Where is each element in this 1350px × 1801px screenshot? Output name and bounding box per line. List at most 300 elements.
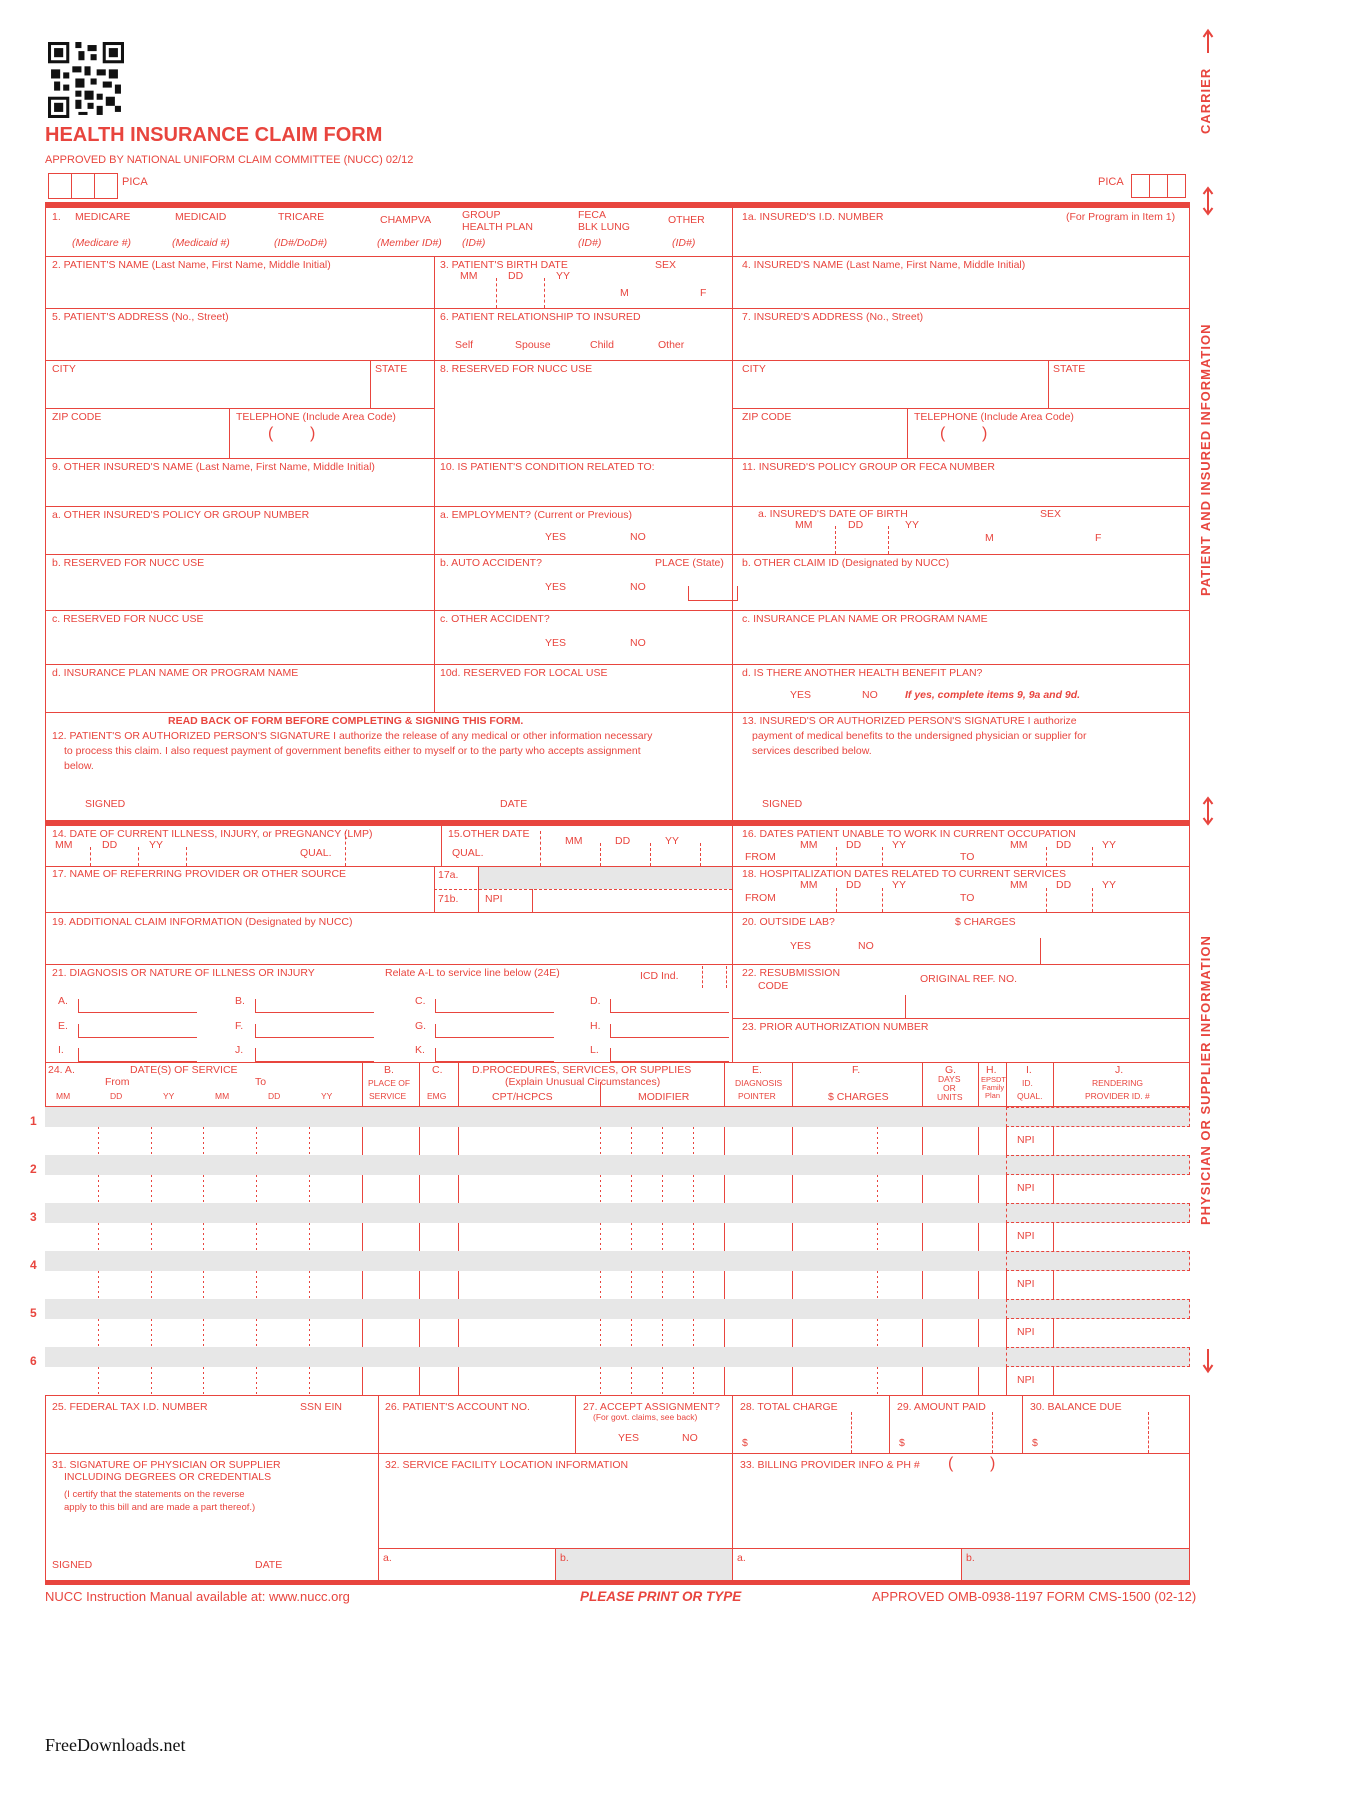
date-separator bbox=[700, 843, 701, 866]
diag-field-f[interactable] bbox=[255, 1024, 374, 1038]
mm-label: MM bbox=[795, 519, 813, 531]
diag-field-e[interactable] bbox=[78, 1024, 197, 1038]
footer-approved: APPROVED OMB-0938-1197 FORM CMS-1500 (02-12) bbox=[872, 1589, 1197, 1604]
npi-label: NPI bbox=[1017, 1182, 1035, 1194]
yy-label: YY bbox=[556, 270, 571, 282]
form-title: HEALTH INSURANCE CLAIM FORM bbox=[45, 124, 383, 146]
box11b-label: b. OTHER CLAIM ID (Designated by NUCC) bbox=[742, 557, 950, 569]
program-group-sub: (ID#) bbox=[462, 237, 486, 249]
or-label: OR bbox=[943, 1083, 956, 1093]
diag-field-l[interactable] bbox=[610, 1048, 729, 1062]
program-group[interactable]: GROUP bbox=[462, 209, 501, 221]
table-column-line bbox=[1053, 1062, 1054, 1106]
from-label: FROM bbox=[745, 851, 776, 863]
service-line-6-number: 6 bbox=[30, 1354, 37, 1368]
relationship-self-option[interactable]: Self bbox=[455, 339, 474, 351]
patient-sign-date-label[interactable]: DATE bbox=[500, 798, 528, 810]
insured-sex-female-option[interactable]: F bbox=[1095, 532, 1102, 544]
cents-separator bbox=[1148, 1412, 1149, 1453]
paren-close: ) bbox=[990, 1455, 996, 1472]
date-separator bbox=[544, 278, 545, 308]
diag-field-i[interactable] bbox=[78, 1048, 197, 1062]
box33a-label: a. bbox=[737, 1552, 746, 1564]
yy-label: YY bbox=[1102, 839, 1117, 851]
service-line-1-number: 1 bbox=[30, 1114, 37, 1128]
divider-line bbox=[45, 506, 1190, 507]
patient-state-label: STATE bbox=[375, 363, 408, 375]
service-line-5-number: 5 bbox=[30, 1306, 37, 1320]
divider-line bbox=[45, 458, 1190, 459]
divider-line bbox=[732, 408, 1190, 409]
table-column-line bbox=[978, 1062, 979, 1106]
insured-city-label: CITY bbox=[742, 363, 766, 375]
arrow-up-icon bbox=[1200, 28, 1216, 54]
auto-accident-no-option[interactable]: NO bbox=[630, 581, 646, 593]
sex-female-option[interactable]: F bbox=[700, 287, 707, 299]
mm-label: MM bbox=[800, 879, 818, 891]
dd-label: DD bbox=[1056, 879, 1072, 891]
date-separator bbox=[1092, 847, 1093, 866]
epsdt-label: EPSDT bbox=[981, 1075, 1007, 1084]
mm-label: MM bbox=[460, 270, 478, 282]
days-label: DAYS bbox=[938, 1074, 961, 1084]
program-medicaid[interactable]: MEDICAID bbox=[175, 211, 227, 223]
box14-15-divider bbox=[441, 826, 442, 866]
pica-label-right: PICA bbox=[1098, 176, 1124, 188]
patient-telephone-label: TELEPHONE (Include Area Code) bbox=[236, 411, 396, 423]
place-state-field[interactable] bbox=[688, 586, 738, 601]
dollar-sign: $ bbox=[1032, 1437, 1038, 1449]
col-b-label: B. bbox=[384, 1064, 394, 1076]
diag-letter-k: K. bbox=[415, 1044, 425, 1056]
col-e-label: E. bbox=[752, 1064, 762, 1076]
box31-line-3: (I certify that the statements on the reverse bbox=[64, 1489, 245, 1500]
insured-signed-label[interactable]: SIGNED bbox=[762, 798, 803, 810]
accept-assignment-yes-option[interactable]: YES bbox=[618, 1432, 640, 1444]
divider-line bbox=[45, 1395, 1190, 1396]
paren-close: ) bbox=[982, 425, 988, 442]
provider-id-label: PROVIDER ID. # bbox=[1085, 1091, 1150, 1101]
relate-note: Relate A-L to service line below (24E) bbox=[385, 967, 560, 979]
date-separator bbox=[882, 888, 883, 912]
program-medicare-sub: (Medicare #) bbox=[72, 237, 131, 249]
box15-label: 15.OTHER DATE bbox=[448, 828, 530, 840]
insured-zip-label: ZIP CODE bbox=[742, 411, 792, 423]
section-bar-middle bbox=[45, 820, 1190, 826]
outside-lab-no-option[interactable]: NO bbox=[858, 940, 874, 952]
diag-field-j[interactable] bbox=[255, 1048, 374, 1062]
plan-label: Plan bbox=[985, 1091, 1001, 1100]
diag-letter-c: C. bbox=[415, 995, 426, 1007]
col-j-label: J. bbox=[1115, 1064, 1124, 1076]
qual-label: QUAL. bbox=[300, 847, 332, 859]
rendering-provider-supplemental bbox=[1006, 1251, 1190, 1271]
npi-label: NPI bbox=[1017, 1326, 1035, 1338]
dd-label: DD bbox=[848, 519, 864, 531]
diag-field-d[interactable] bbox=[610, 999, 729, 1013]
col-i-label: I. bbox=[1026, 1064, 1032, 1076]
divider-line bbox=[45, 554, 1190, 555]
rendering-provider-supplemental bbox=[1006, 1203, 1190, 1223]
outside-lab-divider bbox=[1040, 938, 1041, 964]
charges-label: $ CHARGES bbox=[828, 1091, 889, 1103]
patient-zip-label: ZIP CODE bbox=[52, 411, 102, 423]
date-separator bbox=[1046, 847, 1047, 866]
diag-field-b[interactable] bbox=[255, 999, 374, 1013]
box17b-label: 71b. bbox=[438, 893, 459, 905]
service-line-3-number: 3 bbox=[30, 1210, 37, 1224]
column-divider bbox=[1022, 1395, 1023, 1453]
rendering-provider-supplemental bbox=[1006, 1107, 1190, 1127]
program-other[interactable]: OTHER bbox=[668, 214, 705, 226]
paren-open: ( bbox=[268, 425, 274, 442]
to-label: TO bbox=[960, 892, 975, 904]
city-state-divider bbox=[370, 360, 371, 408]
box16-label: 16. DATES PATIENT UNABLE TO WORK IN CURRENT OCCUPATION bbox=[742, 828, 1076, 840]
zip-tel-divider bbox=[907, 408, 908, 458]
date-separator bbox=[1092, 888, 1093, 912]
service-line-3[interactable] bbox=[45, 1223, 1190, 1251]
box7-label: 7. INSURED'S ADDRESS (No., Street) bbox=[742, 311, 924, 323]
family-label: Family bbox=[982, 1083, 1005, 1092]
box11a-label: a. INSURED'S DATE OF BIRTH bbox=[758, 508, 908, 520]
emg-label: EMG bbox=[427, 1091, 447, 1101]
table-column-line bbox=[458, 1062, 459, 1106]
box13-text-1: 13. INSURED'S OR AUTHORIZED PERSON'S SIGNATURE I authorize bbox=[742, 715, 1077, 727]
arrow-down-icon bbox=[1200, 1348, 1216, 1374]
box25-label: 25. FEDERAL TAX I.D. NUMBER bbox=[52, 1401, 208, 1413]
if-yes-note: If yes, complete items 9, 9a and 9d. bbox=[905, 689, 1081, 701]
box17a-label: 17a. bbox=[438, 869, 459, 881]
yy-label: YY bbox=[892, 879, 907, 891]
box29-label: 29. AMOUNT PAID bbox=[897, 1401, 986, 1413]
qual-separator bbox=[540, 831, 541, 866]
other-accident-yes-option[interactable]: YES bbox=[545, 637, 567, 649]
to-label: To bbox=[255, 1076, 267, 1088]
mm-label: MM bbox=[1010, 839, 1028, 851]
cpt-hcpcs-label: CPT/HCPCS bbox=[492, 1091, 553, 1103]
box2-label: 2. PATIENT'S NAME (Last Name, First Name, Middle Initial) bbox=[52, 259, 331, 271]
yy-label: YY bbox=[163, 1091, 175, 1101]
section-bar-top bbox=[45, 202, 1190, 208]
box10a-label: a. EMPLOYMENT? (Current or Previous) bbox=[440, 509, 632, 521]
divider-line bbox=[45, 964, 1190, 965]
mm-label: MM bbox=[800, 839, 818, 851]
from-label: FROM bbox=[745, 892, 776, 904]
service-line-4[interactable] bbox=[45, 1271, 1190, 1299]
other-plan-yes-option[interactable]: YES bbox=[790, 689, 812, 701]
diag-letter-b: B. bbox=[235, 995, 245, 1007]
from-label: From bbox=[105, 1076, 130, 1088]
sex-male-option[interactable]: M bbox=[620, 287, 629, 299]
box13-text-3: services described below. bbox=[752, 745, 872, 757]
pica-right-checkbox-3[interactable] bbox=[1167, 174, 1186, 198]
modifier-label: MODIFIER bbox=[638, 1091, 690, 1103]
box5-label: 5. PATIENT'S ADDRESS (No., Street) bbox=[52, 311, 229, 323]
service-line-6[interactable] bbox=[45, 1367, 1190, 1395]
box27-sub-label: (For govt. claims, see back) bbox=[593, 1412, 698, 1422]
pica-right-checkbox-1[interactable] bbox=[1131, 174, 1150, 198]
diag-field-k[interactable] bbox=[435, 1048, 554, 1062]
box27-label: 27. ACCEPT ASSIGNMENT? bbox=[583, 1401, 720, 1413]
mm-label: MM bbox=[565, 835, 583, 847]
box10-label: 10. IS PATIENT'S CONDITION RELATED TO: bbox=[440, 461, 655, 473]
date-separator bbox=[1046, 888, 1047, 912]
box32a-label: a. bbox=[383, 1552, 392, 1564]
program-medicare[interactable]: MEDICARE bbox=[75, 211, 131, 223]
diag-letter-h: H. bbox=[590, 1020, 601, 1032]
program-tricare[interactable]: TRICARE bbox=[278, 211, 325, 223]
auto-accident-yes-option[interactable]: YES bbox=[545, 581, 567, 593]
diag-field-a[interactable] bbox=[78, 999, 197, 1013]
employment-yes-option[interactable]: YES bbox=[545, 531, 567, 543]
dollar-sign: $ bbox=[742, 1437, 748, 1449]
box33-label: 33. BILLING PROVIDER INFO & PH # bbox=[740, 1459, 920, 1471]
program-medicaid-sub: (Medicaid #) bbox=[172, 237, 230, 249]
mm-label: MM bbox=[55, 839, 73, 851]
box8-label: 8. RESERVED FOR NUCC USE bbox=[440, 363, 593, 375]
units-label: UNITS bbox=[937, 1092, 963, 1102]
arrow-updown-icon bbox=[1200, 186, 1216, 216]
resubmission-divider bbox=[905, 995, 906, 1018]
insured-telephone-label: TELEPHONE (Include Area Code) bbox=[914, 411, 1074, 423]
box21-label: 21. DIAGNOSIS OR NATURE OF ILLNESS OR INJURY bbox=[52, 967, 315, 979]
service-line-4-supplemental[interactable] bbox=[45, 1251, 1190, 1271]
divider-line bbox=[45, 912, 1190, 913]
arrow-updown-icon bbox=[1200, 796, 1216, 826]
program-feca-2: BLK LUNG bbox=[578, 221, 630, 233]
dd-label: DD bbox=[268, 1091, 281, 1101]
box9c-label: c. RESERVED FOR NUCC USE bbox=[52, 613, 204, 625]
pica-checkbox-1[interactable] bbox=[48, 173, 72, 199]
date-separator bbox=[836, 847, 837, 866]
diag-field-c[interactable] bbox=[435, 999, 554, 1013]
date-separator bbox=[496, 278, 497, 308]
box22-label: 22. RESUBMISSION bbox=[742, 967, 841, 979]
service-line-3-supplemental[interactable] bbox=[45, 1203, 1190, 1223]
box9-label: 9. OTHER INSURED'S NAME (Last Name, First Name, Middle Initial) bbox=[52, 461, 375, 473]
box32b-shaded-field[interactable] bbox=[556, 1549, 732, 1580]
rendering-provider-supplemental bbox=[1006, 1299, 1190, 1319]
box9a-label: a. OTHER INSURED'S POLICY OR GROUP NUMBER bbox=[52, 509, 310, 521]
box19-label: 19. ADDITIONAL CLAIM INFORMATION (Designated by NUCC) bbox=[52, 916, 353, 928]
box33b-label: b. bbox=[966, 1552, 975, 1564]
yy-label: YY bbox=[1102, 879, 1117, 891]
footer-print-or-type: PLEASE PRINT OR TYPE bbox=[580, 1589, 742, 1604]
npi-cell-divider bbox=[532, 889, 533, 912]
charges-label: $ CHARGES bbox=[955, 916, 1016, 928]
dd-label: DD bbox=[110, 1091, 123, 1101]
box32b-label: b. bbox=[560, 1552, 569, 1564]
other-plan-no-option[interactable]: NO bbox=[862, 689, 878, 701]
column-divider bbox=[732, 1395, 733, 1580]
box12-text-3: below. bbox=[64, 760, 94, 772]
ssn-ein-label[interactable]: SSN EIN bbox=[300, 1401, 343, 1413]
relationship-child-option[interactable]: Child bbox=[590, 339, 614, 351]
other-accident-no-option[interactable]: NO bbox=[630, 637, 646, 649]
physician-sign-date-label[interactable]: DATE bbox=[255, 1559, 283, 1571]
column-divider bbox=[434, 256, 435, 712]
npi-label: NPI bbox=[1017, 1230, 1035, 1242]
table-column-line bbox=[419, 1062, 420, 1106]
npi-label: NPI bbox=[1017, 1134, 1035, 1146]
insured-sex-male-option[interactable]: M bbox=[985, 532, 994, 544]
box22-code-label: CODE bbox=[758, 980, 789, 992]
date-separator bbox=[888, 526, 889, 554]
mm-label: MM bbox=[1010, 879, 1028, 891]
sidebar-patient-insured-label: PATIENT AND INSURED INFORMATION bbox=[1198, 323, 1213, 597]
service-line-1-supplemental[interactable] bbox=[45, 1107, 1190, 1127]
divider-line bbox=[45, 1453, 1190, 1454]
box4-label: 4. INSURED'S NAME (Last Name, First Name, Middle Initial) bbox=[742, 259, 1026, 271]
box10b-label: b. AUTO ACCIDENT? bbox=[440, 557, 542, 569]
icd-separator bbox=[726, 966, 727, 988]
box33b-shaded-field[interactable] bbox=[962, 1549, 1189, 1580]
box11d-label: d. IS THERE ANOTHER HEALTH BENEFIT PLAN? bbox=[742, 667, 983, 679]
divider-line bbox=[45, 360, 1190, 361]
insured-state-label: STATE bbox=[1053, 363, 1086, 375]
dd-label: DD bbox=[615, 835, 631, 847]
col-d-label: D.PROCEDURES, SERVICES, OR SUPPLIES bbox=[472, 1064, 692, 1076]
col-h-label: H. bbox=[986, 1064, 997, 1076]
box12-text-2: to process this claim. I also request payment of government benefits either to myself or to the party who accepts assignment bbox=[64, 745, 641, 757]
relationship-other-option[interactable]: Other bbox=[658, 339, 685, 351]
physician-signed-label[interactable]: SIGNED bbox=[52, 1559, 93, 1571]
divider-line bbox=[45, 664, 1190, 665]
sex-label: SEX bbox=[655, 259, 677, 271]
mm-label: MM bbox=[56, 1091, 71, 1101]
box28-label: 28. TOTAL CHARGE bbox=[740, 1401, 838, 1413]
qual-separator bbox=[345, 831, 346, 866]
icd-separator bbox=[702, 966, 703, 988]
box32-label: 32. SERVICE FACILITY LOCATION INFORMATION bbox=[385, 1459, 629, 1471]
column-divider bbox=[732, 208, 733, 1062]
divider-line bbox=[45, 256, 1190, 257]
cents-separator bbox=[851, 1412, 852, 1453]
service-label: SERVICE bbox=[369, 1091, 407, 1101]
diagnosis-label: DIAGNOSIS bbox=[735, 1078, 783, 1088]
date-separator bbox=[835, 526, 836, 554]
table-column-line bbox=[1006, 1062, 1007, 1106]
divider-line bbox=[45, 308, 1190, 309]
service-line-6-supplemental[interactable] bbox=[45, 1347, 1190, 1367]
date-separator bbox=[650, 843, 651, 866]
footer-nucc-note: NUCC Instruction Manual available at: www.nucc.org bbox=[45, 1589, 350, 1604]
box31-line-2: INCLUDING DEGREES OR CREDENTIALS bbox=[64, 1471, 272, 1483]
pointer-label: POINTER bbox=[738, 1091, 776, 1101]
box10c-label: c. OTHER ACCIDENT? bbox=[440, 613, 550, 625]
qual-label: QUAL. bbox=[1017, 1091, 1043, 1101]
program-champva-sub: (Member ID#) bbox=[377, 237, 442, 249]
box31-line-1: 31. SIGNATURE OF PHYSICIAN OR SUPPLIER bbox=[52, 1459, 281, 1471]
date-of-service-label: DATE(S) OF SERVICE bbox=[130, 1064, 238, 1076]
program-tricare-sub: (ID#/DoD#) bbox=[274, 237, 328, 249]
col-g-label: G. bbox=[945, 1064, 957, 1076]
watermark-freedownloads: FreeDownloads.net bbox=[45, 1735, 186, 1755]
box17a-shaded-field[interactable] bbox=[479, 867, 732, 889]
service-line-5-supplemental[interactable] bbox=[45, 1299, 1190, 1319]
column-divider bbox=[378, 1395, 379, 1453]
date-separator bbox=[186, 847, 187, 866]
patient-signed-label[interactable]: SIGNED bbox=[85, 798, 126, 810]
rendering-provider-supplemental bbox=[1006, 1155, 1190, 1175]
rendering-provider-supplemental bbox=[1006, 1347, 1190, 1367]
paren-open: ( bbox=[940, 425, 946, 442]
pica-right-checkbox-2[interactable] bbox=[1149, 174, 1168, 198]
program-other-sub: (ID#) bbox=[672, 237, 696, 249]
box9b-label: b. RESERVED FOR NUCC USE bbox=[52, 557, 205, 569]
qr-code bbox=[48, 42, 124, 118]
service-line-2-supplemental[interactable] bbox=[45, 1155, 1190, 1175]
zip-tel-divider bbox=[229, 408, 230, 458]
table-column-line bbox=[792, 1062, 793, 1106]
box9d-label: d. INSURANCE PLAN NAME OR PROGRAM NAME bbox=[52, 667, 299, 679]
service-line-1[interactable] bbox=[45, 1127, 1190, 1155]
dd-label: DD bbox=[846, 839, 862, 851]
relationship-spouse-option[interactable]: Spouse bbox=[515, 339, 551, 351]
box1a-hint: (For Program in Item 1) bbox=[1066, 211, 1176, 223]
box17-divider bbox=[434, 866, 435, 912]
sidebar-carrier-label: CARRIER bbox=[1198, 67, 1213, 134]
divider-line bbox=[45, 408, 434, 409]
yy-label: YY bbox=[149, 839, 164, 851]
box3-label: 3. PATIENT'S BIRTH DATE bbox=[440, 259, 568, 271]
diag-letter-g: G. bbox=[415, 1020, 427, 1032]
dd-label: DD bbox=[508, 270, 524, 282]
program-feca[interactable]: FECA bbox=[578, 209, 607, 221]
diag-field-h[interactable] bbox=[610, 1024, 729, 1038]
box1a-label: 1a. INSURED'S I.D. NUMBER bbox=[742, 211, 884, 223]
id-label: ID. bbox=[1022, 1078, 1033, 1088]
pica-checkbox-2[interactable] bbox=[71, 173, 95, 199]
cents-separator bbox=[992, 1412, 993, 1453]
diag-field-g[interactable] bbox=[435, 1024, 554, 1038]
box1-number: 1. bbox=[52, 211, 61, 223]
column-divider bbox=[575, 1395, 576, 1453]
col-f-label: F. bbox=[852, 1064, 861, 1076]
service-line-5[interactable] bbox=[45, 1319, 1190, 1347]
divider-line bbox=[45, 610, 1190, 611]
pica-checkbox-3[interactable] bbox=[94, 173, 118, 199]
box20-label: 20. OUTSIDE LAB? bbox=[742, 916, 835, 928]
diag-letter-l: L. bbox=[590, 1044, 599, 1056]
program-champva[interactable]: CHAMPVA bbox=[380, 214, 432, 226]
icd-ind-label: ICD Ind. bbox=[640, 970, 679, 982]
patient-city-label: CITY bbox=[52, 363, 76, 375]
section-bar-bottom bbox=[45, 1580, 1190, 1585]
service-line-2[interactable] bbox=[45, 1175, 1190, 1203]
mm-label: MM bbox=[215, 1091, 230, 1101]
column-divider bbox=[889, 1395, 890, 1453]
box11c-label: c. INSURANCE PLAN NAME OR PROGRAM NAME bbox=[742, 613, 988, 625]
outside-lab-yes-option[interactable]: YES bbox=[790, 940, 812, 952]
column-divider bbox=[378, 1453, 379, 1580]
read-back-notice: READ BACK OF FORM BEFORE COMPLETING & SIGNING THIS FORM. bbox=[168, 715, 524, 727]
to-label: TO bbox=[960, 851, 975, 863]
accept-assignment-no-option[interactable]: NO bbox=[682, 1432, 698, 1444]
date-separator bbox=[90, 847, 91, 866]
table-column-line bbox=[922, 1062, 923, 1106]
box31-line-4: apply to this bill and are made a part thereof.) bbox=[64, 1502, 256, 1513]
employment-no-option[interactable]: NO bbox=[630, 531, 646, 543]
box12-text-1: 12. PATIENT'S OR AUTHORIZED PERSON'S SIGNATURE I authorize the release of any medical or other information necessary bbox=[52, 730, 653, 742]
diag-letter-d: D. bbox=[590, 995, 601, 1007]
program-group-2: HEALTH PLAN bbox=[462, 221, 533, 233]
dd-label: DD bbox=[1056, 839, 1072, 851]
dd-label: DD bbox=[102, 839, 118, 851]
place-of-label: PLACE OF bbox=[368, 1078, 411, 1088]
diag-letter-e: E. bbox=[58, 1020, 68, 1032]
